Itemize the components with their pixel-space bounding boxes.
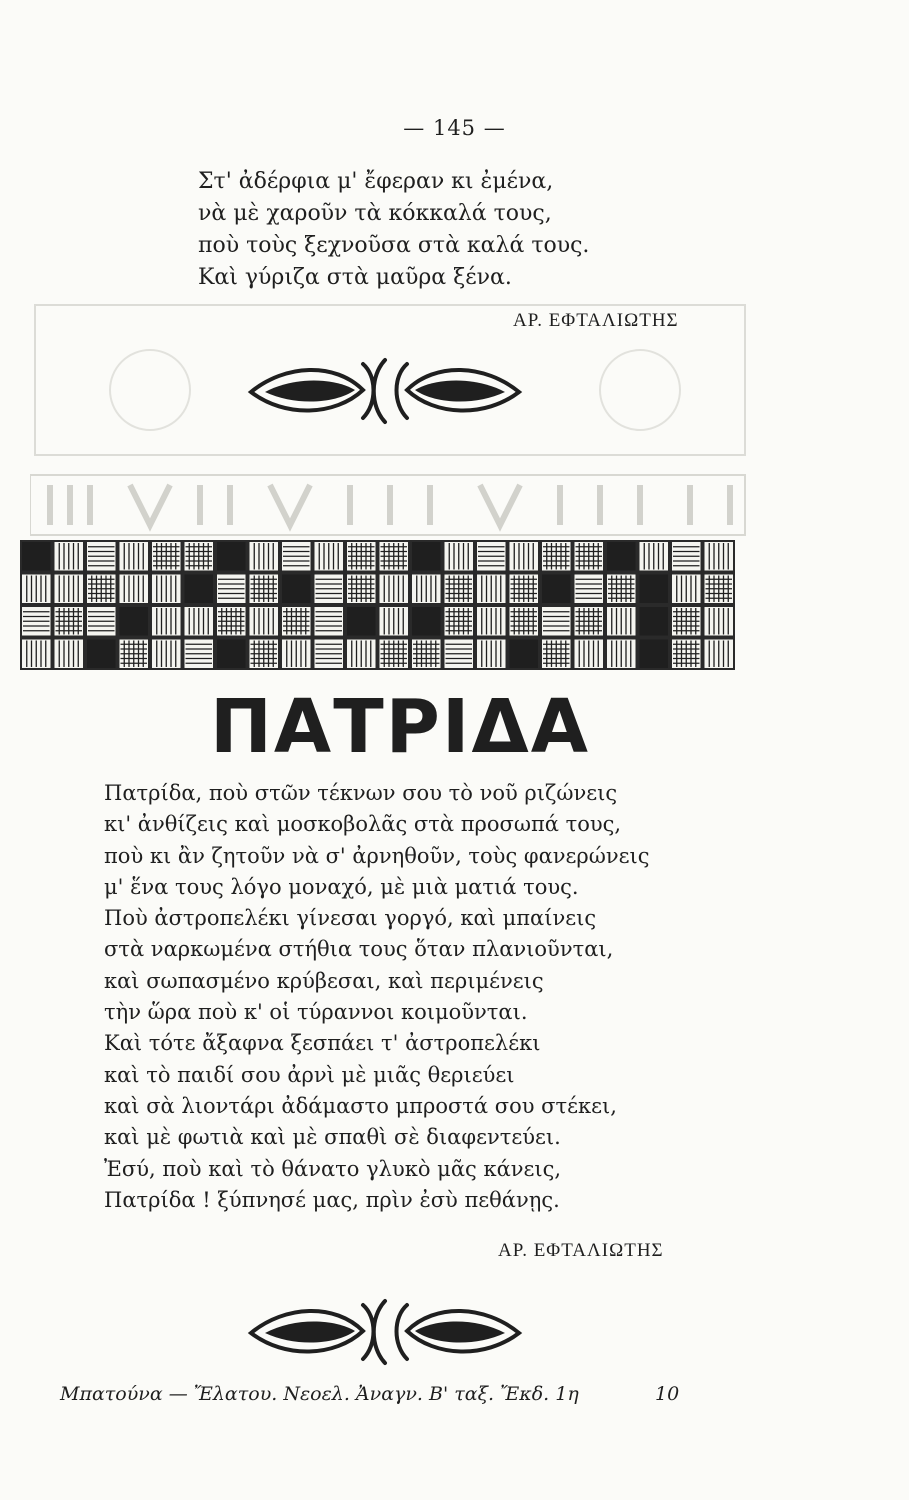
poem-two [104,778,650,1216]
decorative-ornament-icon [245,1297,525,1367]
poem-line: Καὶ τότε ἄξαφνα ξεσπάει τ' ἀστροπελέκι [104,1031,541,1056]
poem-line: Πατρίδα, ποὺ στῶν τέκνων σου τὸ νοῦ ριζώνεις [104,781,618,805]
poem-two-author: ΑΡ. ΕΦΤΑΛΙΩΤΗΣ [498,1240,664,1261]
poem-line: Στ' ἀδέρφια μ' ἔφεραν κι ἐμένα, [198,169,554,194]
poem-line: κι' ἀνθίζεις καὶ μοσκοβολᾶς στὰ προσωπά τους, [104,812,622,837]
show-through-banner [30,470,750,540]
poem-line: καὶ μὲ φωτιὰ καὶ μὲ σπαθὶ σὲ διαφεντεύει. [104,1125,561,1150]
poem-line: Καὶ γύριζα στὰ μαῦρα ξένα. [198,265,512,290]
poem-line: ποὺ τοὺς ξεχνοῦσα στὰ καλά τους. [198,233,590,258]
poem-line: ποὺ κι ἂν ζητοῦν νὰ σ' ἀρνηθοῦν, τοὺς φανερώνεις [104,843,650,868]
poem-one [198,166,589,294]
page-number: — 145 — [403,116,506,140]
poem-line: μ' ἕνα τους λόγο μοναχό, μὲ μιὰ ματιά τους. [104,874,579,899]
poem-one-author: ΑΡ. ΕΦΤΑΛΙΩΤΗΣ [513,310,679,331]
poem-line: Ἐσύ, ποὺ καὶ τὸ θάνατο γλυκὸ μᾶς κάνεις, [104,1156,562,1181]
poem-line: καὶ σὰ λιοντάρι ἀδάμαστο μπροστά σου στέκει, [104,1093,617,1118]
woven-band-illustration [20,540,735,670]
title-lettering [190,686,610,766]
poem-line: Ποὺ ἀστροπελέκι γίνεσαι γοργό, καὶ μπαίνεις [104,906,597,931]
decorative-ornament-icon [245,356,525,426]
poem-line: καὶ τὸ παιδί σου ἀρνὶ μὲ μιᾶς θεριεύει [104,1062,515,1087]
poem-line: στὰ ναρκωμένα στήθια τους ὅταν πλανιοῦνται, [104,937,614,962]
poem-line: Πατρίδα ! ξύπνησέ μας, πρὶν ἐσὺ πεθάνῃς. [104,1187,560,1212]
title-text: ΠΑΤΡΙΔΑ [210,686,590,766]
poem-line: καὶ σωπασμένο κρύβεσαι, καὶ περιμένεις [104,968,544,993]
signature-mark: 10 [655,1383,680,1405]
footer-citation: Μπατούνα — Ἔλατου. Νεοελ. Ἀναγν. Β' ταξ. Ἔκδ. 1η [60,1383,579,1405]
poem-line: τὴν ὥρα ποὺ κ' οἱ τύραννοι κοιμοῦνται. [104,1000,528,1025]
poem-line: νὰ μὲ χαροῦν τὰ κόκκαλά τους, [198,201,552,226]
